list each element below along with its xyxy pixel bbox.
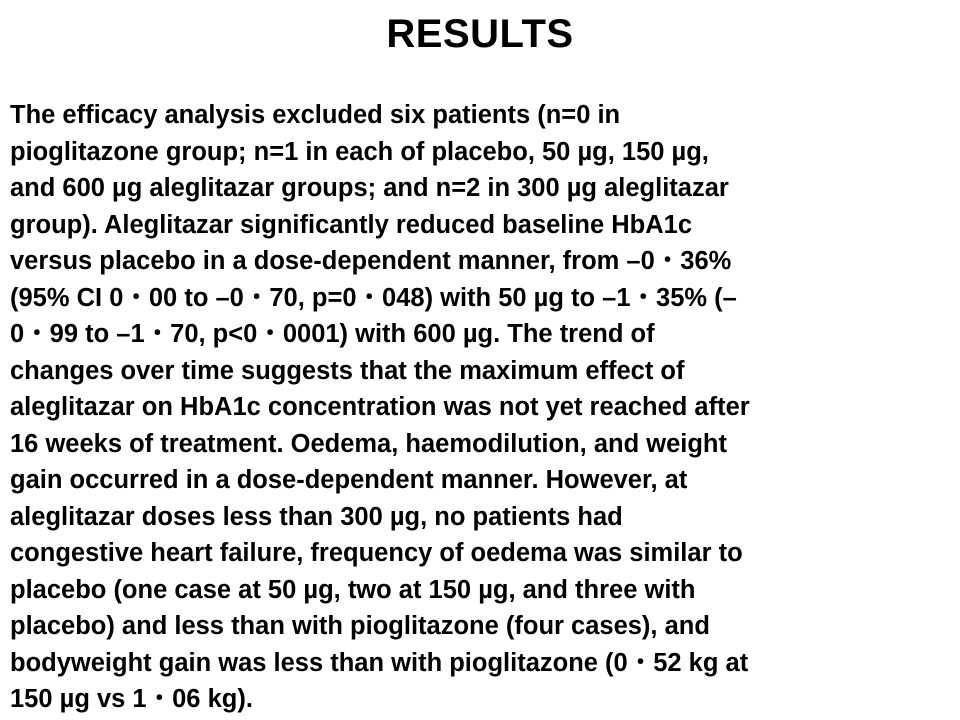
paragraph-line: 150 µg vs 1・06 kg). bbox=[10, 685, 253, 713]
paragraph-line: aleglitazar on HbA1c concentration was not yet reached after bbox=[10, 393, 750, 421]
paragraph-line: (95% CI 0・00 to –0・70, p=0・048) with 50 µg to –1・35% (– bbox=[10, 283, 737, 312]
paragraph-line: and 600 µg aleglitazar groups; and n=2 in 300 µg aleglitazar bbox=[10, 174, 729, 202]
paragraph-line: placebo) and less than with pioglitazone (four cases), and bbox=[10, 612, 710, 640]
paragraph-line: The efficacy analysis excluded six patients (n=0 in bbox=[10, 101, 621, 129]
paragraph-line: congestive heart failure, frequency of oedema was similar to bbox=[10, 539, 743, 567]
paragraph-line: placebo (one case at 50 µg, two at 150 µg, and three with bbox=[10, 575, 696, 604]
paragraph-line: 0・99 to –1・70, p<0・0001) with 600 µg. The trend of bbox=[10, 320, 655, 348]
paragraph-line: 16 weeks of treatment. Oedema, haemodilution, and weight bbox=[10, 429, 727, 458]
paragraph-line: aleglitazar doses less than 300 µg, no patients had bbox=[10, 502, 623, 531]
slide-title: RESULTS bbox=[386, 12, 574, 56]
paragraph-line: versus placebo in a dose-dependent manner, from –0・36% bbox=[10, 247, 732, 275]
paragraph-line: changes over time suggests that the maximum effect of bbox=[10, 356, 685, 385]
paragraph-line: gain occurred in a dose-dependent manner. However, at bbox=[10, 466, 688, 494]
paragraph-line: group). Aleglitazar significantly reduced baseline HbA1c bbox=[10, 210, 693, 239]
results-paragraph bbox=[10, 97, 950, 718]
paragraph-line: pioglitazone group; n=1 in each of placebo, 50 µg, 150 µg, bbox=[10, 137, 709, 166]
paragraph-line: bodyweight gain was less than with pioglitazone (0・52 kg at bbox=[10, 648, 749, 677]
